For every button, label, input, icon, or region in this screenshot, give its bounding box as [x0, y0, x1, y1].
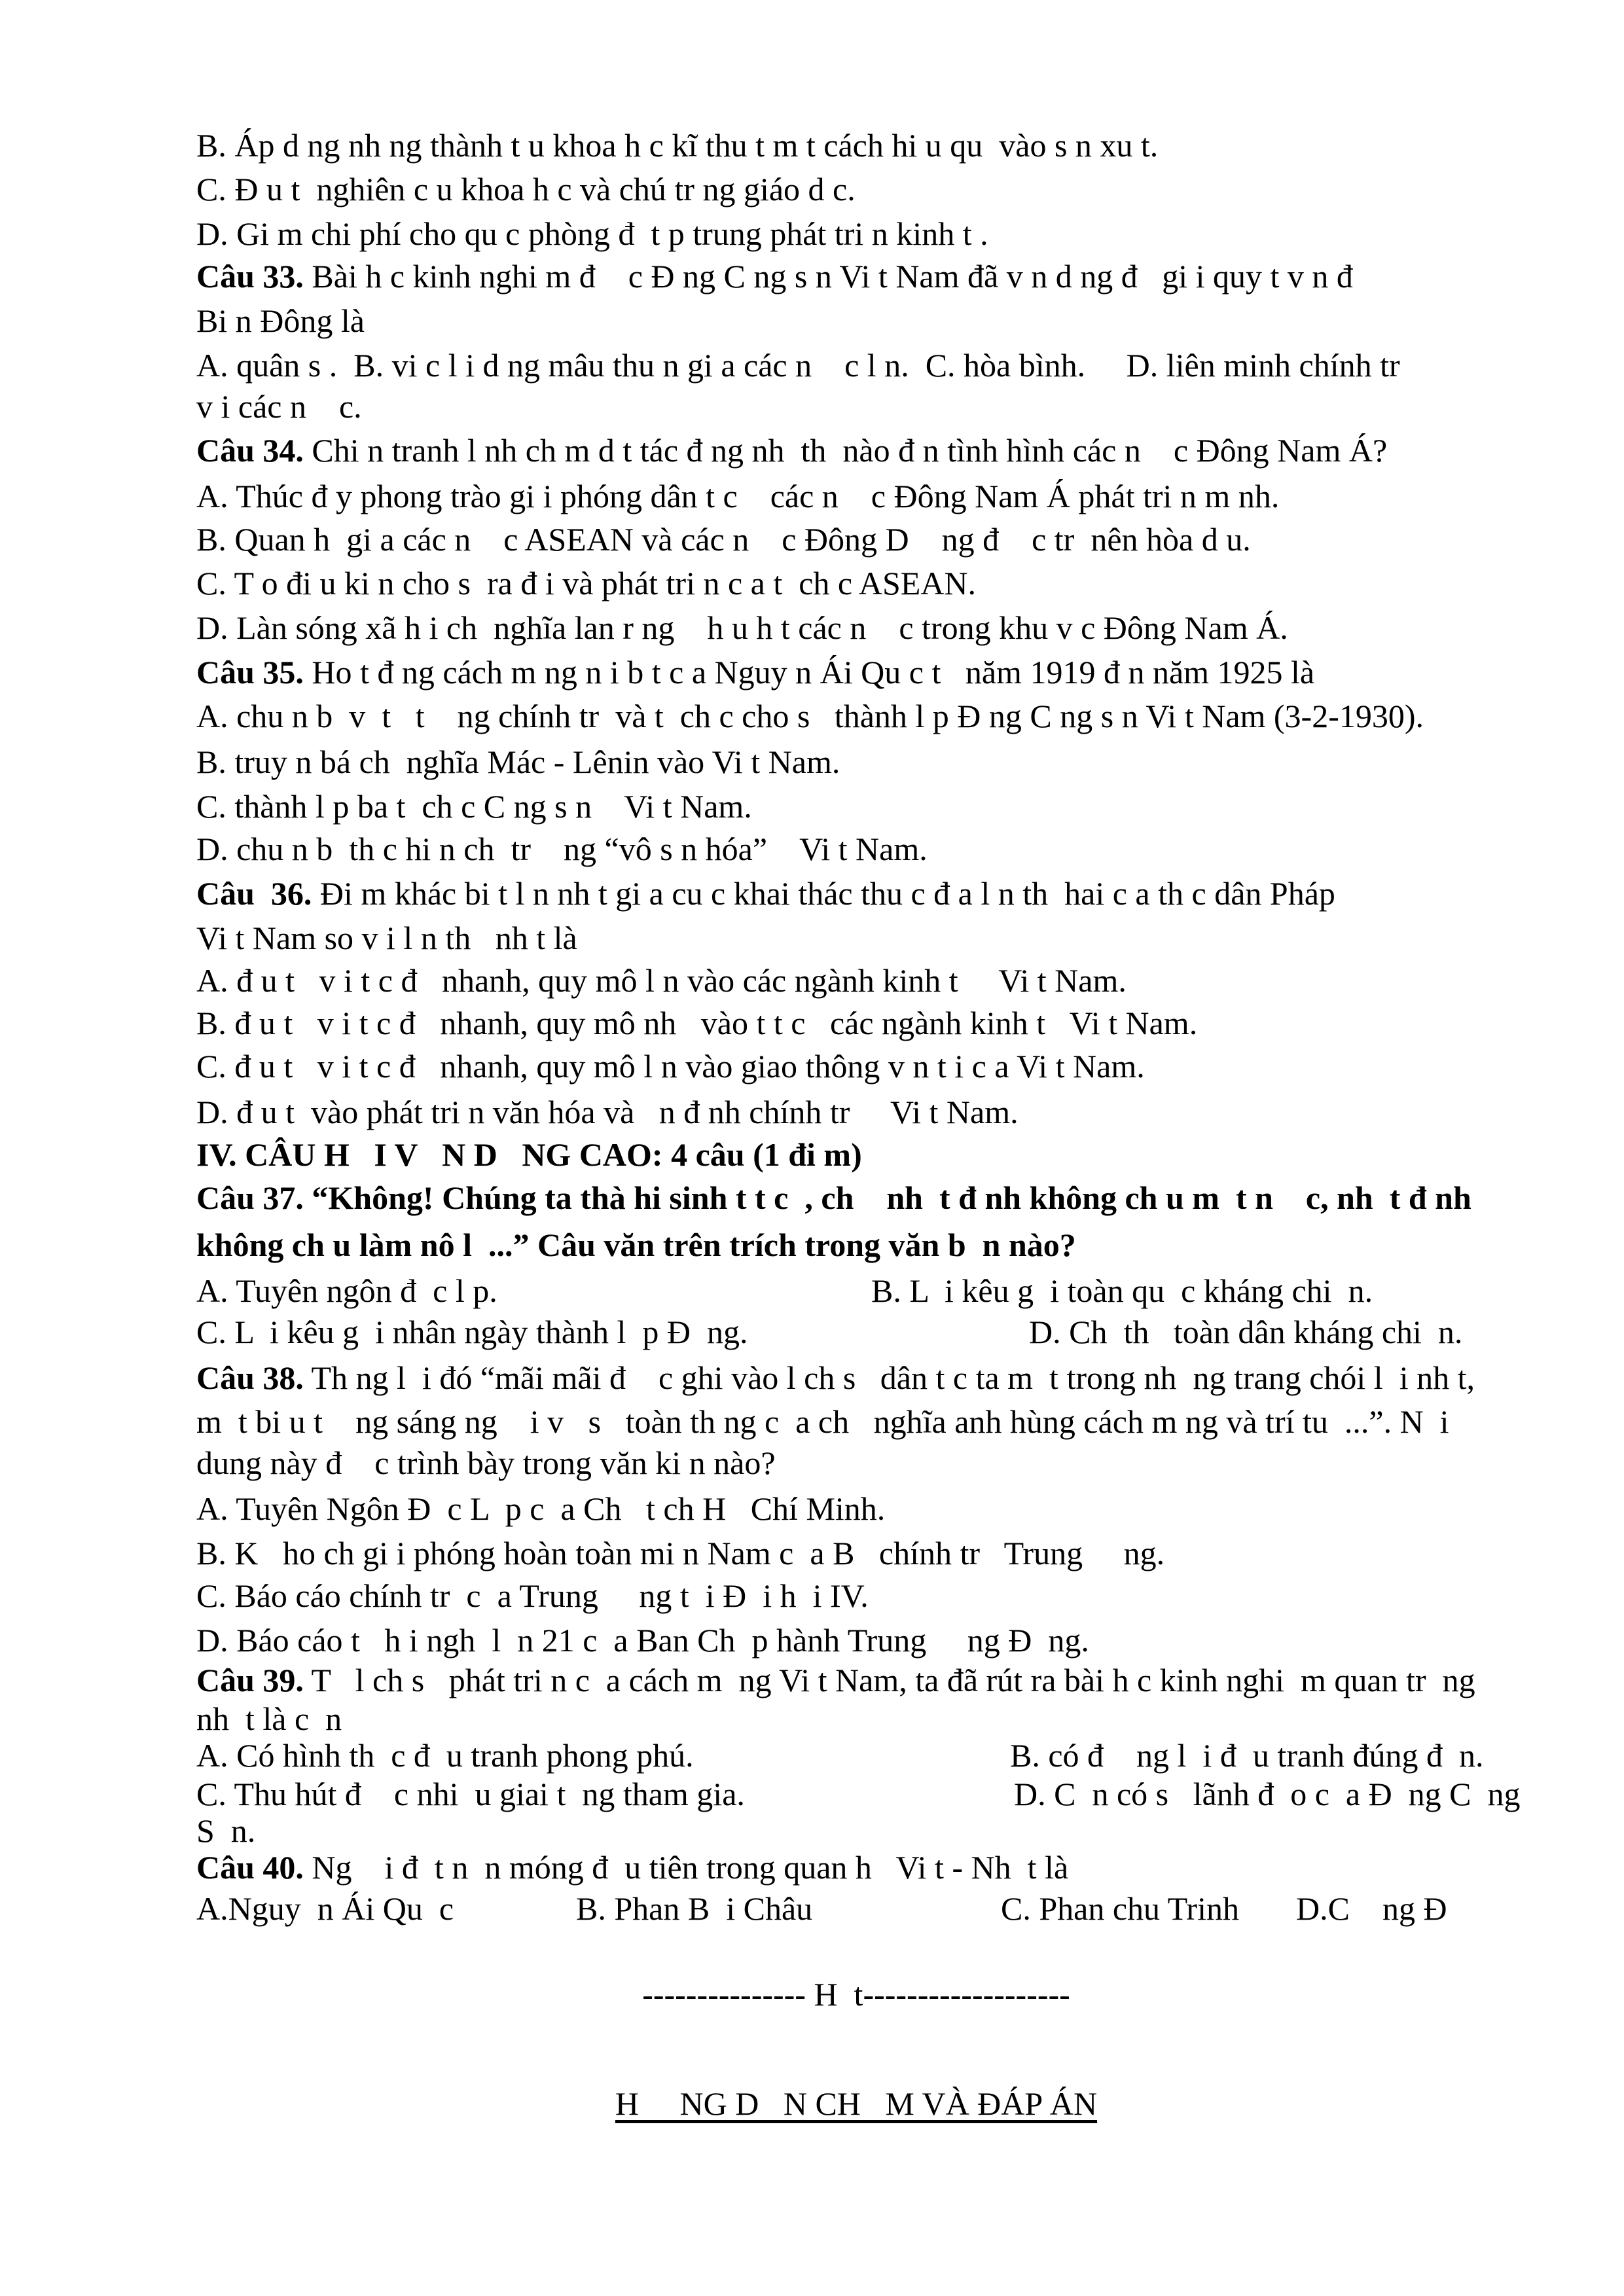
text-line	[196, 961, 1127, 1000]
line-text: T l ch s phát tri n c a cách m ng Vi t Nam, ta đã rút ra bài h c kinh nghi m quan tr ng	[303, 1662, 1475, 1698]
answer-option: A.Nguy n Ái Qu c	[196, 1890, 454, 1927]
line-text: D. Gi m chi phí cho qu c phòng đ t p trung phát tri n kinh t .	[196, 215, 988, 252]
line-text: Th ng l i đó “mãi mãi đ c ghi vào l ch s dân t c ta m t trong nh ng trang chói l i nh t,	[303, 1359, 1475, 1396]
line-text: nh t là c n	[196, 1700, 342, 1737]
line-text: Ho t đ ng cách m ng n i b t c a Nguy n Ái Qu c t năm 1919 đ n năm 1925 là	[303, 654, 1315, 691]
end-marker: --------------- H t-------------------	[642, 1976, 1070, 2013]
line-text: A. Tuyên Ngôn Đ c L p c a Ch t ch H Chí Minh.	[196, 1490, 886, 1527]
text-line	[196, 126, 1158, 165]
question-line	[196, 1848, 1068, 1887]
text-line	[196, 696, 1424, 736]
line-text: C. Đ u t nghiên c u khoa h c và chú tr ng giáo d c.	[196, 171, 856, 207]
question-line	[196, 431, 1387, 470]
question-label: Câu 39.	[196, 1662, 304, 1698]
question-line	[196, 874, 1335, 913]
text-line	[196, 387, 362, 426]
question-label: Câu 33.	[196, 258, 304, 295]
text-line	[196, 1443, 776, 1482]
text-line	[196, 301, 365, 340]
text-line	[196, 1699, 342, 1738]
answer-option: B. có đ ng l i đ u tranh đúng đ n.	[1010, 1737, 1484, 1774]
answer-option: B. Phan B i Châu	[576, 1890, 813, 1927]
question-label: IV. CÂU H I V N D NG CAO: 4 câu (1 đi m)	[196, 1136, 862, 1173]
text-line	[196, 346, 1400, 385]
line-text: v i các n c.	[196, 388, 362, 425]
question-label: không ch u làm nô l ...” Câu văn trên trích trong văn b n nào?	[196, 1227, 1076, 1263]
line-text: D. chu n b th c hi n ch tr ng “vô s n hóa” Vi t Nam.	[196, 831, 928, 867]
text-line	[196, 520, 1251, 559]
question-label: Câu 34.	[196, 432, 304, 469]
answer-option: C. Phan chu Trinh	[1001, 1890, 1239, 1927]
line-text: m t bi u t ng sáng ng i v s toàn th ng c a ch nghĩa anh hùng cách m ng và trí tu ...”. N i	[196, 1403, 1449, 1440]
question-line	[196, 1660, 1475, 1700]
text-line	[196, 1534, 1164, 1573]
line-text: C. Báo cáo chính tr c a Trung ng t i Đ i h i IV.	[196, 1577, 869, 1614]
question-label: Câu 35.	[196, 654, 304, 691]
line-text: B. Áp d ng nh ng thành t u khoa h c kĩ thu t m t cách hi u qu vào s n xu t.	[196, 127, 1159, 164]
text-line	[196, 564, 976, 603]
text-line	[196, 1576, 869, 1615]
line-text: B. Quan h gi a các n c ASEAN và các n c Đông D ng đ c tr nên hòa d u.	[196, 521, 1251, 558]
question-label: Câu 38.	[196, 1359, 304, 1396]
line-text: Bài h c kinh nghi m đ c Đ ng C ng s n Vi t Nam đã v n d ng đ gi i quy t v n đ	[303, 258, 1353, 295]
line-text: C. thành l p ba t ch c C ng s n Vi t Nam.	[196, 788, 752, 825]
question-line	[196, 1135, 862, 1174]
text-line	[196, 742, 840, 781]
line-text: A. Thúc đ y phong trào gi i phóng dân t c các n c Đông Nam Á phát tri n m nh.	[196, 478, 1280, 514]
line-text: D. Làn sóng xã h i ch nghĩa lan r ng h u h t các n c trong khu v c Đông Nam Á.	[196, 609, 1288, 646]
answer-option: A. Tuyên ngôn đ c l p.	[196, 1272, 497, 1309]
text-line	[196, 608, 1288, 647]
line-text: D. đ u t vào phát tri n văn hóa và n đ nh chính tr Vi t Nam.	[196, 1094, 1019, 1130]
question-label: Câu 37. “Không! Chúng ta thà hi sinh t t c , ch nh t đ nh không ch u m t n c, nh t đ nh	[196, 1179, 1471, 1216]
line-text: A. chu n b v t t ng chính tr và t ch c cho s thành l p Đ ng C ng s n Vi t Nam (3-2-1930).	[196, 698, 1424, 734]
text-line	[196, 170, 856, 209]
answer-option: C. Thu hút đ c nhi u giai t ng tham gia.	[196, 1776, 745, 1812]
line-text: Vi t Nam so v i l n th nh t là	[196, 920, 577, 956]
text-line	[196, 1811, 255, 1850]
line-text: S n.	[196, 1812, 256, 1849]
answer-option: D.C ng Đ	[1296, 1890, 1447, 1927]
question-line	[196, 257, 1353, 296]
answer-option: C. L i kêu g i nhân ngày thành l p Đ ng.	[196, 1314, 748, 1350]
answer-option: B. L i kêu g i toàn qu c kháng chi n.	[871, 1272, 1373, 1309]
answer-option: D. Ch th toàn dân kháng chi n.	[1029, 1314, 1463, 1350]
line-text: D. Báo cáo t h i ngh l n 21 c a Ban Ch p hành Trung ng Đ ng.	[196, 1622, 1089, 1659]
answer-option: D. C n có s lãnh đ o c a Đ ng C ng	[1014, 1776, 1521, 1812]
line-text: Đi m khác bi t l n nh t gi a cu c khai thác thu c đ a l n th hai c a th c dân Pháp	[312, 875, 1335, 912]
text-line	[196, 1092, 1019, 1132]
text-line	[196, 1047, 1145, 1086]
line-text: Ng i đ t n n móng đ u tiên trong quan h Vi t - Nh t là	[303, 1849, 1069, 1886]
question-label: Câu 40.	[196, 1849, 304, 1886]
text-line	[196, 918, 577, 958]
text-line	[196, 829, 928, 869]
line-text: C. T o đi u ki n cho s ra đ i và phát tri n c a t ch c ASEAN.	[196, 565, 977, 601]
question-line	[196, 653, 1314, 692]
line-text: B. K ho ch gi i phóng hoàn toàn mi n Nam c a B chính tr Trung ng.	[196, 1535, 1165, 1571]
text-line	[196, 1402, 1449, 1441]
question-label: Câu 36.	[196, 875, 312, 912]
line-text: Bi n Đông là	[196, 302, 365, 339]
question-line	[196, 1178, 1471, 1217]
question-line	[196, 1358, 1475, 1397]
line-text: dung này đ c trình bày trong văn ki n nào?	[196, 1444, 776, 1481]
line-text: A. đ u t v i t c đ nhanh, quy mô l n vào các ngành kinh t Vi t Nam.	[196, 962, 1127, 999]
line-text: B. truy n bá ch nghĩa Mác - Lênin vào Vi t Nam.	[196, 744, 840, 780]
line-text: A. quân s . B. vi c l i d ng mâu thu n gi a các n c l n. C. hòa bình. D. liên minh chính tr	[196, 347, 1400, 384]
line-text: Chi n tranh l nh ch m d t tác đ ng nh th nào đ n tình hình các n c Đông Nam Á?	[303, 432, 1388, 469]
answer-key-heading: H NG D N CH M VÀ ĐÁP ÁN	[615, 2085, 1098, 2122]
text-line	[196, 214, 988, 253]
text-line	[196, 476, 1279, 516]
text-line	[196, 1003, 1197, 1043]
line-text: B. đ u t v i t c đ nhanh, quy mô nh vào t t c các ngành kinh t Vi t Nam.	[196, 1005, 1198, 1041]
line-text: C. đ u t v i t c đ nhanh, quy mô l n vào giao thông v n t i c a Vi t Nam.	[196, 1048, 1145, 1085]
text-line	[196, 787, 752, 826]
answer-option: A. Có hình th c đ u tranh phong phú.	[196, 1737, 694, 1774]
text-line	[196, 1621, 1089, 1660]
question-line	[196, 1225, 1076, 1265]
text-line	[196, 1489, 885, 1528]
